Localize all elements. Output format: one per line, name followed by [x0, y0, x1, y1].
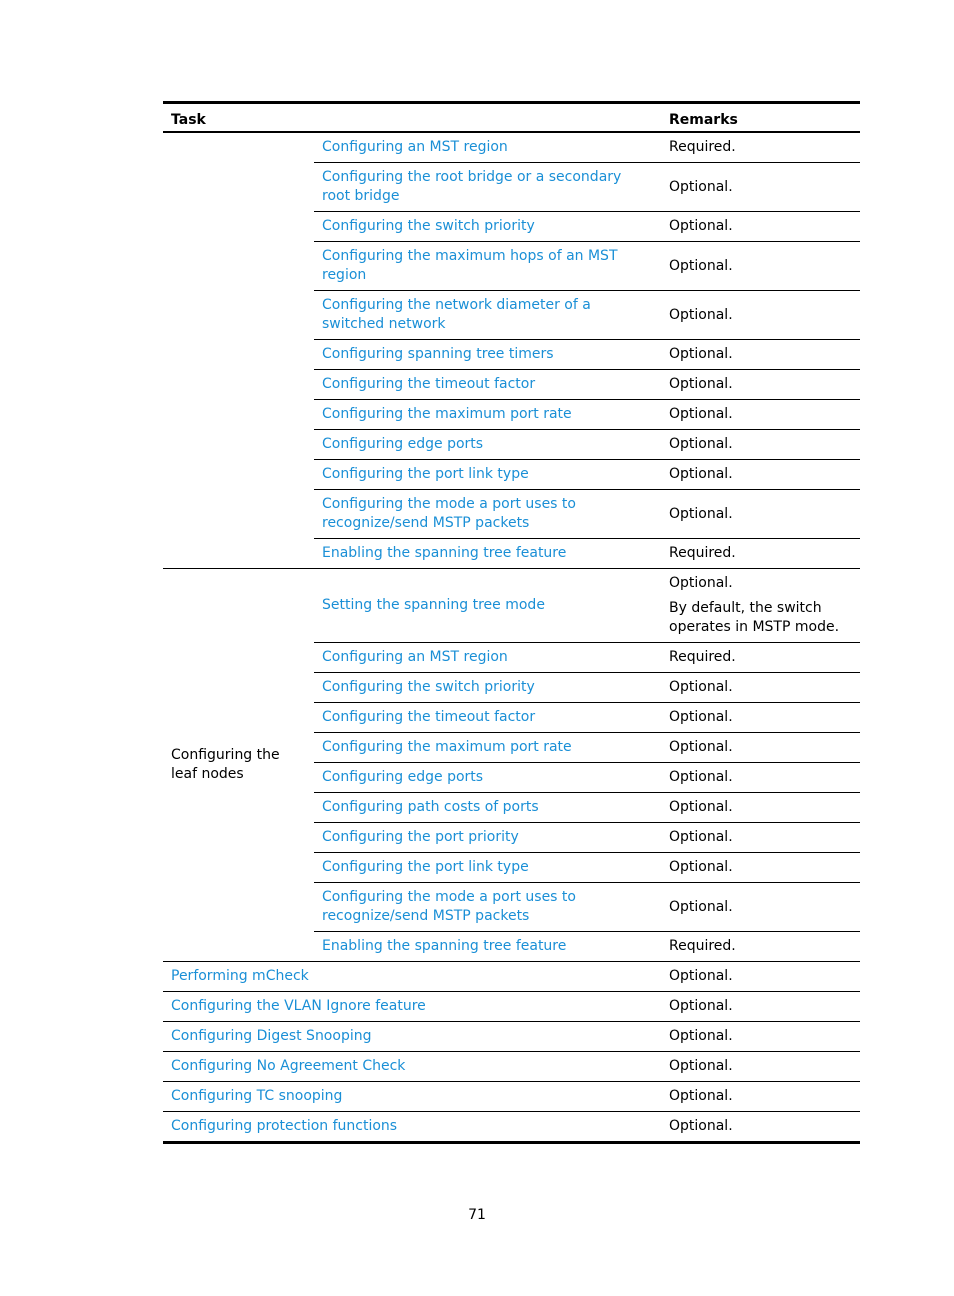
remark-note: By default, the switch operates in MSTP mode.	[669, 600, 840, 635]
task-link[interactable]: Configuring the switch priority	[322, 679, 535, 695]
task-link[interactable]: Configuring an MST region	[322, 649, 508, 665]
remark-cell: Optional.	[661, 212, 860, 242]
task-link[interactable]: Configuring the port priority	[322, 829, 519, 845]
task-link[interactable]: Setting the spanning tree mode	[322, 597, 545, 613]
remark-cell: Optional.	[661, 733, 860, 763]
task-link[interactable]: Configuring edge ports	[322, 769, 484, 785]
task-cell	[314, 163, 661, 212]
task-link[interactable]: Configuring the timeout factor	[322, 376, 536, 392]
task-cell	[314, 539, 661, 569]
header-task: Task	[163, 103, 661, 133]
remark-cell: Optional.	[661, 703, 860, 733]
task-cell	[314, 340, 661, 370]
task-link[interactable]: Configuring path costs of ports	[322, 799, 539, 815]
task-link[interactable]: Configuring No Agreement Check	[171, 1058, 406, 1074]
remark-cell: Optional.	[661, 340, 860, 370]
task-cell	[314, 291, 661, 340]
remark-cell: Optional.	[661, 1082, 860, 1112]
task-link[interactable]: Configuring an MST region	[322, 139, 508, 155]
remark-cell: Optional.	[661, 793, 860, 823]
task-cell	[314, 733, 661, 763]
task-cell	[314, 370, 661, 400]
remark-cell: Optional.	[661, 962, 860, 992]
task-link[interactable]: Configuring protection functions	[171, 1118, 398, 1134]
task-cell	[314, 763, 661, 793]
task-link[interactable]: Configuring the root bridge or a secondary root bridge	[322, 169, 622, 204]
task-cell	[163, 962, 661, 992]
task-link[interactable]: Enabling the spanning tree feature	[322, 938, 567, 954]
task-cell	[314, 793, 661, 823]
remark-cell	[661, 569, 860, 643]
remark-cell: Optional.	[661, 1052, 860, 1082]
remark-cell: Required.	[661, 643, 860, 673]
remark-cell: Optional.	[661, 883, 860, 932]
task-link[interactable]: Configuring the maximum port rate	[322, 739, 572, 755]
table-row	[163, 1112, 860, 1143]
task-cell	[314, 400, 661, 430]
task-link[interactable]: Configuring the mode a port uses to recognize/send MSTP packets	[322, 889, 576, 924]
task-cell	[163, 1112, 661, 1143]
remark-cell: Optional.	[661, 163, 860, 212]
task-link[interactable]: Performing mCheck	[171, 968, 309, 984]
task-cell	[314, 430, 661, 460]
remark-cell: Optional.	[661, 823, 860, 853]
table-row	[163, 569, 860, 643]
task-cell	[314, 242, 661, 291]
remark-cell: Optional.	[661, 1112, 860, 1143]
remark-cell: Optional.	[661, 291, 860, 340]
table-row	[163, 992, 860, 1022]
remark-cell: Optional.	[661, 460, 860, 490]
remark-cell: Optional.	[661, 400, 860, 430]
remark-cell: Optional.	[661, 992, 860, 1022]
table-body	[163, 132, 860, 1143]
remark-cell: Required.	[661, 932, 860, 962]
task-cell	[314, 490, 661, 539]
task-link[interactable]: Configuring the switch priority	[322, 218, 535, 234]
remark-cell: Optional.	[661, 853, 860, 883]
task-link[interactable]: Configuring the port link type	[322, 859, 529, 875]
task-link[interactable]: Configuring Digest Snooping	[171, 1028, 372, 1044]
remark-cell: Optional.	[661, 763, 860, 793]
task-cell	[314, 883, 661, 932]
task-link[interactable]: Configuring the timeout factor	[322, 709, 536, 725]
page-number: 71	[468, 1207, 486, 1223]
remark-cell: Optional.	[661, 242, 860, 291]
task-cell	[314, 853, 661, 883]
task-cell	[163, 1052, 661, 1082]
task-link[interactable]: Configuring the network diameter of a switched network	[322, 297, 591, 332]
header-row	[163, 103, 860, 133]
task-link[interactable]: Enabling the spanning tree feature	[322, 545, 567, 561]
task-cell	[314, 932, 661, 962]
task-cell	[163, 992, 661, 1022]
task-cell	[314, 703, 661, 733]
task-cell	[163, 1082, 661, 1112]
task-cell	[163, 1022, 661, 1052]
task-cell	[314, 132, 661, 163]
table-row	[163, 1022, 860, 1052]
task-table	[163, 101, 860, 1144]
task-link[interactable]: Configuring TC snooping	[171, 1088, 343, 1104]
task-link[interactable]: Configuring spanning tree timers	[322, 346, 554, 362]
remark-cell: Required.	[669, 139, 736, 155]
remark-cell: Optional.	[661, 370, 860, 400]
remark-text: Optional.	[669, 575, 733, 591]
remark-cell: Optional.	[661, 490, 860, 539]
table-row	[163, 1052, 860, 1082]
table-row	[163, 962, 860, 992]
remark-cell: Optional.	[661, 430, 860, 460]
remark-cell: Required.	[661, 539, 860, 569]
table-row	[163, 132, 860, 163]
task-link[interactable]: Configuring the maximum port rate	[322, 406, 572, 422]
header-remarks: Remarks	[661, 103, 860, 133]
task-cell	[314, 460, 661, 490]
group-label-cell	[163, 132, 314, 569]
task-link[interactable]: Configuring the maximum hops of an MST region	[322, 248, 618, 283]
task-cell	[314, 823, 661, 853]
task-cell	[314, 569, 661, 643]
task-link[interactable]: Configuring the VLAN Ignore feature	[171, 998, 426, 1014]
task-link[interactable]: Configuring edge ports	[322, 436, 484, 452]
group-label-leaf-nodes: Configuring the leaf nodes	[163, 569, 314, 962]
task-link[interactable]: Configuring the mode a port uses to recognize/send MSTP packets	[322, 496, 576, 531]
remark-cell: Optional.	[661, 673, 860, 703]
table-row	[163, 1082, 860, 1112]
task-cell	[314, 212, 661, 242]
remark-cell: Optional.	[661, 1022, 860, 1052]
task-link[interactable]: Configuring the port link type	[322, 466, 529, 482]
task-cell	[314, 673, 661, 703]
task-cell	[314, 643, 661, 673]
